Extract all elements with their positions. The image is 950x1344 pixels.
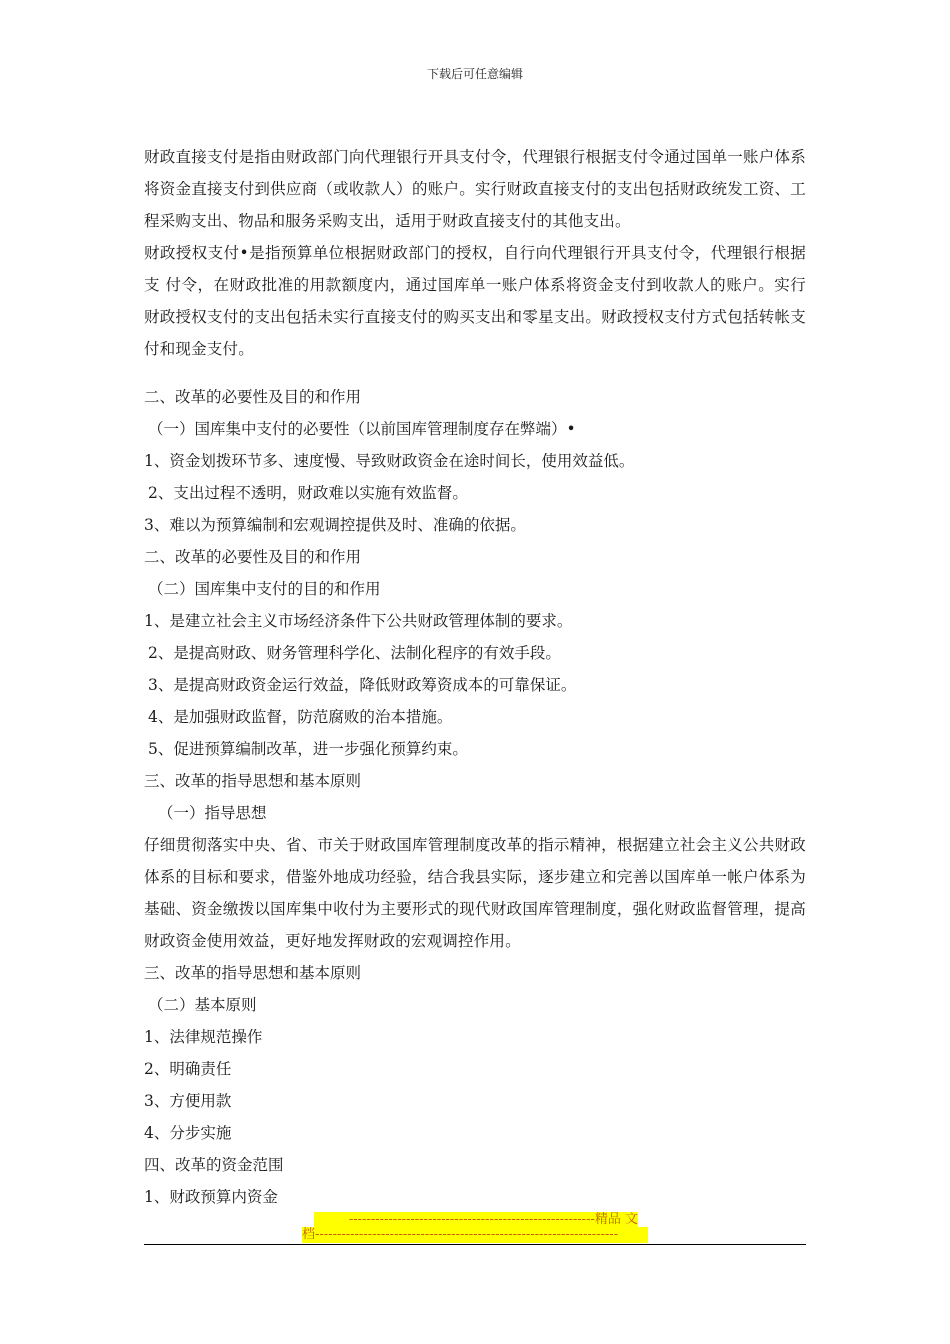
document-body — [144, 141, 806, 1213]
list-item: 4、是加强财政监督，防范腐败的治本措施。 — [148, 708, 453, 726]
section-heading: 二、改革的必要性及目的和作用 — [144, 548, 362, 566]
paragraph-authorized-payment: 财政授权支付•是指预算单位根据财政部门的授权，自行向代理银行开具支付令，代理银行根据支 付令，在财政批准的用款额度内，通过国库单一账户体系将资金支付到收款人的账户。实行财政授权支付的支出包括未实行直接支付的购买支出和零星支出。财政授权支付方式包括转帐支付和现金支付。 — [144, 244, 806, 358]
footer-watermark-line2: 档--------------------------------------------------------------------- — [302, 1227, 619, 1242]
list-item: 3、方便用款 — [144, 1092, 232, 1110]
section-heading: 三、改革的指导思想和基本原则 — [144, 772, 362, 790]
list-item: 1、资金划拨环节多、速度慢、导致财政资金在途时间长，使用效益低。 — [144, 452, 635, 470]
footer-watermark-line1: --------------------------------------------------------精品 文 — [348, 1212, 638, 1227]
subsection-heading: （二）基本原则 — [148, 996, 257, 1014]
paragraph-gap — [144, 365, 806, 381]
list-item: 5、促进预算编制改革，进一步强化预算约束。 — [148, 740, 468, 758]
footer-divider — [144, 1244, 806, 1245]
list-item: 1、法律规范操作 — [144, 1028, 263, 1046]
section-heading: 四、改革的资金范围 — [144, 1156, 284, 1174]
list-item: 2、明确责任 — [144, 1060, 232, 1078]
list-item: 3、难以为预算编制和宏观调控提供及时、准确的依据。 — [144, 516, 526, 534]
list-item: 2、支出过程不透明，财政难以实施有效监督。 — [148, 484, 468, 502]
list-item: 2、是提高财政、财务管理科学化、法制化程序的有效手段。 — [148, 644, 561, 662]
section-heading: 三、改革的指导思想和基本原则 — [144, 964, 362, 982]
list-item: 4、分步实施 — [144, 1124, 232, 1142]
paragraph-guiding-ideology: 仔细贯彻落实中央、省、市关于财政国库管理制度改革的指示精神，根据建立社会主义公共财政体系的目标和要求，借鉴外地成功经验，结合我县实际，逐步建立和完善以国库单一帐户体系为基础、资金缴拨以国库集中收付为主要形式的现代财政国库管理制度，强化财政监督管理，提高财政资金使用效益，更好地发挥财政的宏观调控作用。 — [144, 836, 806, 950]
list-item: 3、是提高财政资金运行效益，降低财政筹资成本的可靠保证。 — [148, 676, 577, 694]
subsection-heading: （二）国库集中支付的目的和作用 — [148, 580, 381, 598]
list-item: 1、财政预算内资金 — [144, 1188, 278, 1206]
subsection-heading: （一）国库集中支付的必要性（以前国库管理制度存在弊端）• — [148, 420, 576, 438]
subsection-heading: （一）指导思想 — [158, 804, 267, 822]
section-heading: 二、改革的必要性及目的和作用 — [144, 388, 362, 406]
paragraph-direct-payment: 财政直接支付是指由财政部门向代理银行开具支付令，代理银行根据支付令通过国单一账户体系 将资金直接支付到供应商（或收款人）的账户。实行财政直接支付的支出包括财政统发工资、工程采购支出、物品和服务采购支出，适用于财政直接支付的其他支出。 — [144, 148, 806, 230]
list-item: 1、是建立社会主义市场经济条件下公共财政管理体制的要求。 — [144, 612, 573, 630]
page-header: 下载后可任意编辑 — [426, 67, 523, 81]
